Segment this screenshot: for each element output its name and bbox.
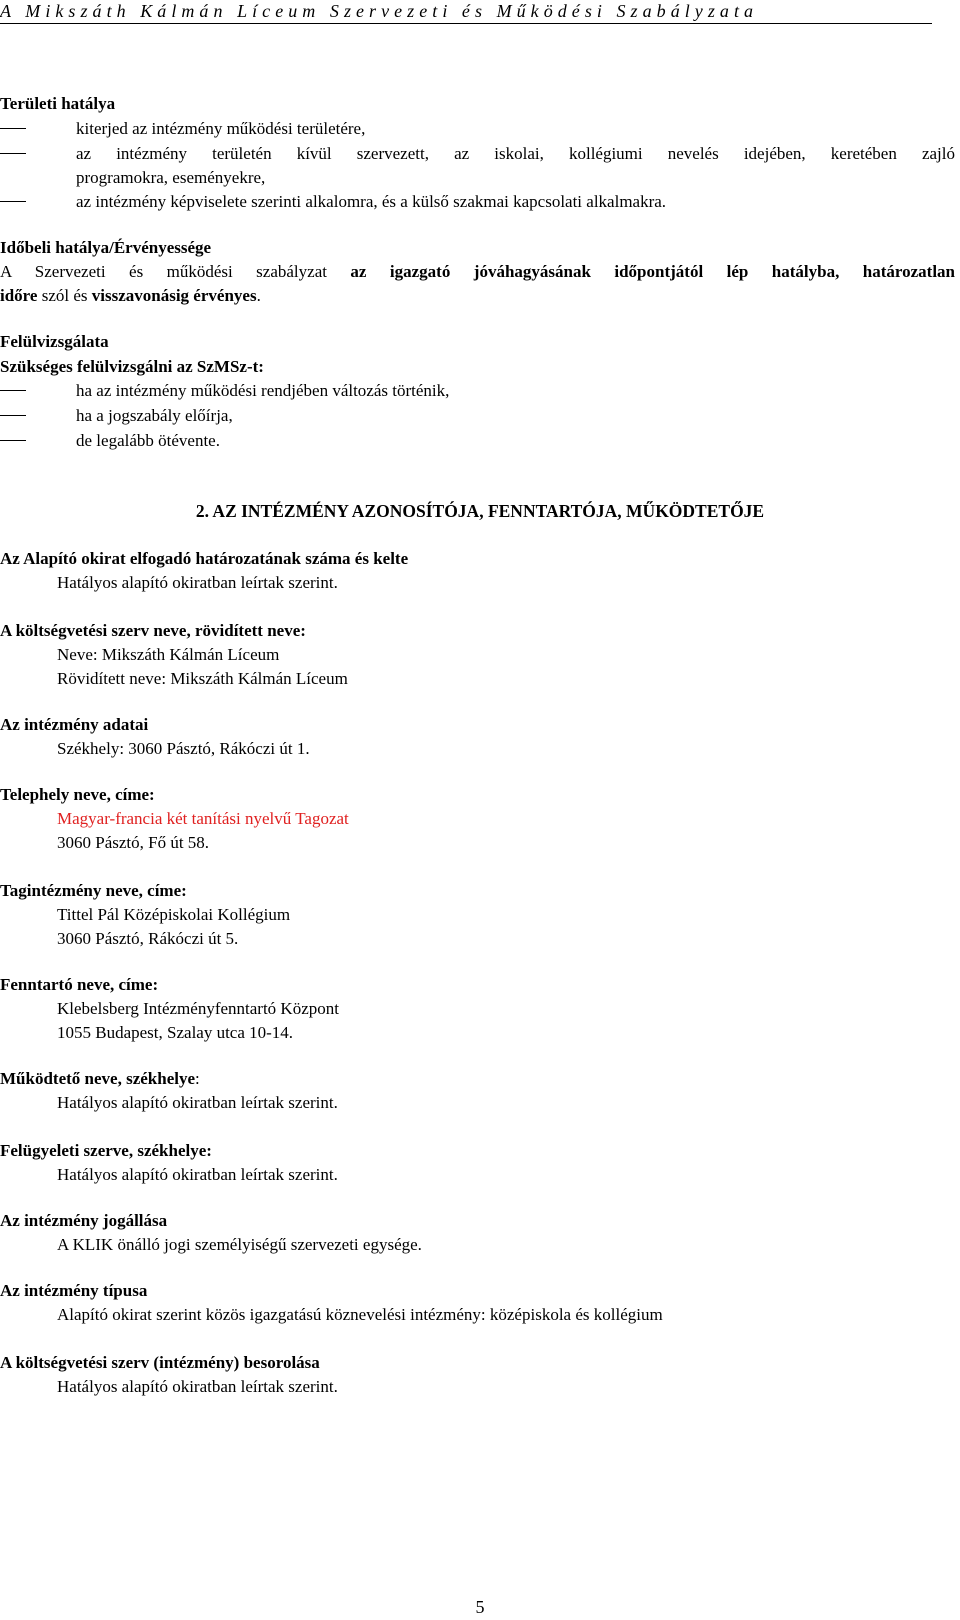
list-item — [0, 379, 955, 402]
review-subheading: Szükséges felülvizsgálni az SzMSz-t: — [0, 357, 264, 376]
temporal-text-bold: visszavonásig érvényes — [91, 286, 257, 305]
block-heading: Az intézmény jogállása — [0, 1211, 168, 1230]
list-item-text: ha a jogszabály előírja, — [76, 406, 233, 425]
block-line: Hatályos alapító okiratban leírtak szerint. — [57, 1377, 338, 1396]
list-item-text: az intézmény területén kívül szervezett, az iskolai, kollégiumi nevelés idejében, keretében zajló — [76, 144, 955, 163]
temporal-scope-heading: Időbeli hatálya/Érvényessége — [0, 238, 212, 257]
block-line: 1055 Budapest, Szalay utca 10-14. — [57, 1023, 294, 1042]
block-heading-suffix: : — [195, 1069, 200, 1088]
block-heading: A költségvetési szerv neve, rövidített neve: — [0, 621, 306, 640]
block-line: Alapító okirat szerint közös igazgatású köznevelési intézmény: középiskola és kollégium — [57, 1305, 663, 1324]
block-heading — [0, 1067, 200, 1090]
dash-bullet-icon — [0, 415, 26, 416]
dash-bullet-icon — [0, 128, 26, 129]
block-heading: Tagintézmény neve, címe: — [0, 881, 187, 900]
temporal-text-bold: időre — [0, 286, 38, 305]
list-item-continuation: programokra, eseményekre, — [76, 168, 266, 187]
list-item — [0, 142, 955, 165]
list-item-text: ha az intézmény működési rendjében változás történik, — [76, 381, 450, 400]
dash-bullet-icon — [0, 201, 26, 202]
dash-bullet-icon — [0, 440, 26, 441]
block-line: Neve: Mikszáth Kálmán Líceum — [57, 645, 280, 664]
list-item-text: kiterjed az intézmény működési területére, — [76, 119, 366, 138]
temporal-text-end: . — [256, 286, 261, 305]
temporal-paragraph-line-2 — [0, 284, 261, 307]
block-line: Klebelsberg Intézményfenntartó Központ — [57, 999, 339, 1018]
highlighted-block-line: Magyar-francia két tanítási nyelvű Tagozat — [57, 809, 349, 828]
list-item — [0, 190, 955, 213]
block-heading: Az Alapító okirat elfogadó határozatának száma és kelte — [0, 549, 409, 568]
section-title: 2. AZ INTÉZMÉNY AZONOSÍTÓJA, FENNTARTÓJA, MŰKÖDTETŐJE — [195, 501, 765, 521]
territorial-scope-heading: Területi hatálya — [0, 94, 116, 113]
list-item — [0, 117, 955, 140]
block-line: Rövidített neve: Mikszáth Kálmán Líceum — [57, 669, 348, 688]
block-heading: Fenntartó neve, címe: — [0, 975, 159, 994]
dash-bullet-icon — [0, 153, 26, 154]
block-line: Hatályos alapító okiratban leírtak szerint. — [57, 1093, 338, 1112]
block-heading: Telephely neve, címe: — [0, 785, 155, 804]
running-header: A Mikszáth Kálmán Líceum Szervezeti és Működési Szabályzata — [0, 0, 932, 24]
page-number: 5 — [475, 1597, 485, 1617]
block-heading: Az intézmény adatai — [0, 715, 149, 734]
review-heading: Felülvizsgálata — [0, 332, 109, 351]
temporal-text-normal: A Szervezeti és működési szabályzat — [0, 262, 351, 281]
block-line: Székhely: 3060 Pásztó, Rákóczi út 1. — [57, 739, 310, 758]
list-item-text: az intézmény képviselete szerinti alkalomra, és a külső szakmai kapcsolati alkalmakra. — [76, 192, 667, 211]
block-heading-text: Működtető neve, székhelye — [0, 1069, 196, 1088]
temporal-text-bold: az igazgató jóváhagyásának időpontjától lép hatályba, határozatlan — [350, 262, 956, 281]
block-line: A KLIK önálló jogi személyiségű szervezeti egysége. — [57, 1235, 422, 1254]
block-heading: A költségvetési szerv (intézmény) besorolása — [0, 1353, 320, 1372]
block-line: Hatályos alapító okiratban leírtak szerint. — [57, 1165, 338, 1184]
list-item-text: de legalább ötévente. — [76, 431, 220, 450]
block-heading: Az intézmény típusa — [0, 1281, 148, 1300]
block-line: Hatályos alapító okiratban leírtak szerint. — [57, 573, 338, 592]
block-line: 3060 Pásztó, Fő út 58. — [57, 833, 210, 852]
block-heading: Felügyeleti szerve, székhelye: — [0, 1141, 212, 1160]
temporal-text-normal: szól és — [37, 286, 92, 305]
block-line: Tittel Pál Középiskolai Kollégium — [57, 905, 291, 924]
list-item — [0, 404, 955, 427]
temporal-paragraph-line-1 — [0, 260, 955, 283]
dash-bullet-icon — [0, 390, 26, 391]
list-item — [0, 429, 955, 452]
block-line: 3060 Pásztó, Rákóczi út 5. — [57, 929, 239, 948]
